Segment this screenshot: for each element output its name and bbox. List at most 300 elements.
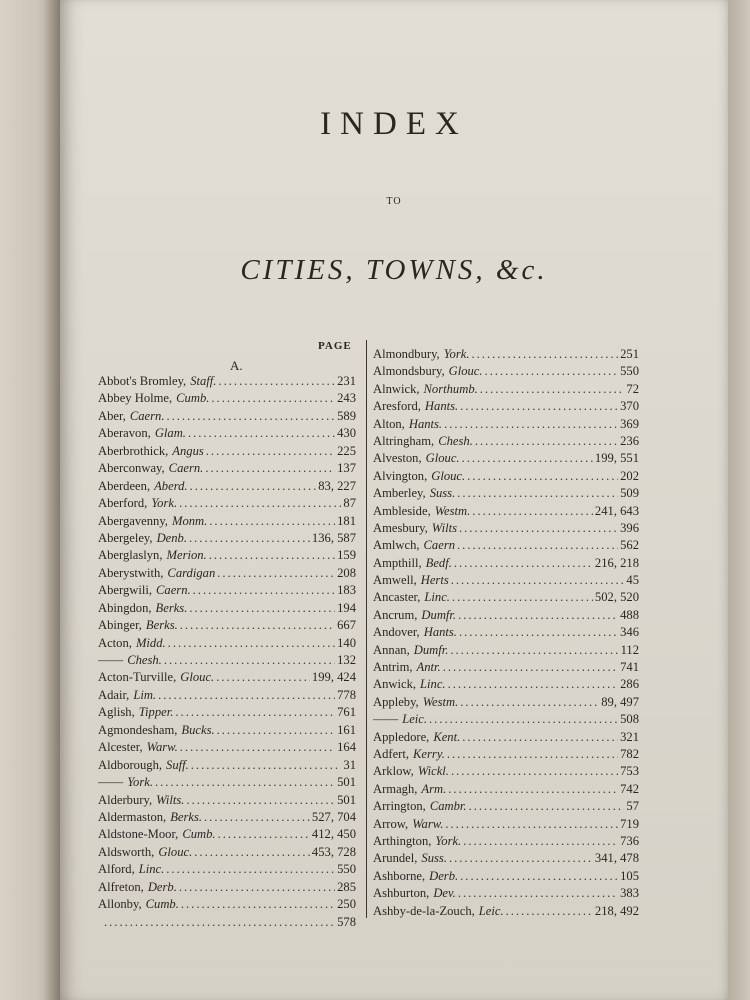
index-entry [98, 460, 356, 477]
entry-county: Warw. [146, 740, 178, 755]
entry-county: Derb. [147, 879, 177, 894]
index-entry [373, 659, 639, 676]
entry-place-name: Alnwick, [373, 381, 420, 396]
leader-dots [449, 850, 593, 867]
index-column-left [98, 373, 356, 931]
entry-county: Wilts [431, 520, 457, 535]
entry-page-numbers: 31 [343, 757, 356, 772]
page-subtitle: CITIES, TOWNS, &c. [240, 254, 548, 286]
index-entry [98, 425, 356, 442]
entry-page-numbers: 159 [337, 548, 356, 563]
index-entry [98, 879, 356, 896]
entry-page-numbers: 742 [620, 781, 639, 796]
entry-page-numbers: 83, 227 [318, 478, 356, 493]
index-entry [98, 914, 356, 931]
entry-county: Glouc. [425, 451, 460, 466]
index-entry [373, 450, 639, 467]
entry-page-numbers: 778 [337, 687, 356, 702]
entry-county: Angus [172, 443, 204, 458]
index-entry [373, 346, 639, 363]
entry-county: Glouc. [180, 670, 215, 685]
leader-dots [158, 687, 335, 704]
entry-place-name: Antrim, [373, 660, 413, 675]
entry-county: Dumfr. [413, 642, 449, 657]
leader-dots [193, 582, 335, 599]
entry-page-numbers: 453, 728 [311, 844, 356, 859]
index-entry [373, 781, 639, 798]
index-entry [98, 774, 356, 791]
section-letter: A. [230, 358, 243, 373]
entry-place-name: Abergwili, [98, 583, 152, 598]
page-title: INDEX [320, 106, 468, 142]
entry-county: Westm. [434, 503, 471, 518]
entry-page-numbers: 89, 497 [601, 694, 639, 709]
index-entry [373, 363, 639, 380]
entry-place-name: Aberglaslyn, [98, 548, 163, 563]
entry-county: Suss. [429, 486, 456, 501]
entry-county: Merion. [166, 548, 207, 563]
leader-dots [467, 468, 618, 485]
leader-dots [459, 624, 618, 641]
entry-page-numbers: 236 [620, 433, 639, 448]
leader-dots [211, 390, 335, 407]
entry-county: Dumfr. [421, 607, 457, 622]
entry-county: Suff. [166, 757, 189, 772]
leader-dots [191, 757, 342, 774]
entry-county: Antr. [416, 660, 441, 675]
leader-dots [209, 513, 335, 530]
index-entry [98, 757, 356, 774]
entry-place-name: Aresford, [373, 399, 421, 414]
entry-place-name: Appleby, [373, 694, 419, 709]
entry-county: Berks. [145, 618, 178, 633]
leader-dots [104, 914, 335, 931]
entry-page-numbers: 753 [620, 764, 639, 779]
leader-dots [458, 885, 618, 902]
leader-dots [168, 635, 335, 652]
leader-dots [457, 537, 618, 554]
leader-dots [216, 669, 310, 686]
index-entry [98, 826, 356, 843]
index-entry [98, 739, 356, 756]
entry-place-name: —— [98, 775, 124, 790]
entry-place-name: Alford, [98, 862, 135, 877]
index-entry [373, 433, 639, 450]
index-entry [373, 624, 639, 641]
entry-place-name: Armagh, [373, 781, 418, 796]
index-entry [98, 617, 356, 634]
entry-place-name: Arundel, [373, 851, 418, 866]
index-entry [98, 582, 356, 599]
leader-dots [444, 416, 618, 433]
leader-dots [452, 589, 593, 606]
leader-dots [460, 868, 618, 885]
leader-dots [457, 485, 618, 502]
entry-place-name: Abinger, [98, 618, 142, 633]
page-right-edge [728, 0, 750, 1000]
entry-page-numbers: 667 [337, 618, 356, 633]
entry-place-name: Anwick, [373, 677, 417, 692]
entry-page-numbers: 87 [343, 496, 356, 511]
leader-dots [190, 478, 317, 495]
entry-county: Glam. [154, 426, 186, 441]
entry-county: York. [151, 496, 178, 511]
entry-county: Westm. [422, 694, 459, 709]
entry-page-numbers: 57 [626, 799, 639, 814]
entry-place-name: Aldsworth, [98, 844, 155, 859]
leader-dots [189, 530, 310, 547]
leader-dots [447, 746, 618, 763]
index-entry [98, 408, 356, 425]
entry-place-name: Alvington, [373, 468, 428, 483]
entry-page-numbers: 251 [620, 347, 639, 361]
index-entry [98, 373, 356, 390]
entry-page-numbers: 782 [620, 746, 639, 761]
entry-page-numbers: 508 [620, 712, 639, 727]
leader-dots [189, 600, 335, 617]
entry-place-name: Arrow, [373, 816, 409, 831]
entry-page-numbers: 241, 643 [594, 503, 639, 518]
leader-dots [460, 398, 618, 415]
entry-county: Cardigan [167, 565, 216, 580]
entry-county: Hants. [424, 399, 459, 414]
entry-place-name: Amwell, [373, 573, 417, 588]
entry-page-numbers: 488 [620, 607, 639, 622]
leader-dots [166, 861, 335, 878]
entry-place-name: Aberconway, [98, 461, 165, 476]
entry-page-numbers: 199, 551 [594, 451, 639, 466]
leader-dots [459, 520, 618, 537]
entry-county: Aberd. [154, 478, 188, 493]
index-entry [373, 503, 639, 520]
leader-dots [175, 704, 335, 721]
leader-dots [462, 450, 593, 467]
index-entry [98, 513, 356, 530]
index-entry [373, 763, 639, 780]
entry-page-numbers: 105 [620, 868, 639, 883]
entry-county: Midd. [135, 635, 166, 650]
entry-page-numbers: 45 [626, 573, 639, 588]
leader-dots [429, 711, 618, 728]
index-entry [373, 555, 639, 572]
entry-county: Herts [420, 573, 449, 588]
leader-dots [179, 495, 341, 512]
entry-place-name: —— [373, 712, 399, 727]
entry-county: Northumb. [423, 381, 478, 396]
entry-place-name: Almondbury, [373, 347, 440, 361]
index-entry [373, 485, 639, 502]
page-column-label: PAGE [318, 340, 352, 352]
entry-county: Chesh. [438, 433, 473, 448]
entry-page-numbers: 346 [620, 625, 639, 640]
index-entry [98, 722, 356, 739]
entry-page-numbers: 231 [337, 374, 356, 388]
entry-page-numbers: 225 [337, 443, 356, 458]
entry-page-numbers: 396 [620, 520, 639, 535]
entry-county: Berks. [170, 809, 203, 824]
entry-place-name: Amlwch, [373, 538, 420, 553]
entry-county: Glouc. [158, 844, 193, 859]
entry-place-name: Abbot's Bromley, [98, 374, 187, 388]
entry-page-numbers: 370 [620, 399, 639, 414]
entry-place-name: Ashburton, [373, 886, 430, 901]
entry-place-name: Aberbrothick, [98, 443, 169, 458]
entry-page-numbers: 412, 450 [311, 827, 356, 842]
entry-page-numbers: 286 [620, 677, 639, 692]
leader-dots [445, 816, 618, 833]
entry-place-name: Arthington, [373, 833, 432, 848]
entry-page-numbers: 430 [337, 426, 356, 441]
index-entry [98, 530, 356, 547]
index-entry [373, 816, 639, 833]
entry-place-name: Alton, [373, 416, 405, 431]
entry-county: York. [443, 347, 470, 361]
entry-county: Wilts. [156, 792, 185, 807]
index-entry [373, 729, 639, 746]
entry-place-name: Allonby, [98, 897, 142, 912]
entry-place-name: Acton-Turville, [98, 670, 177, 685]
leader-dots [205, 460, 335, 477]
entry-page-numbers: 194 [337, 600, 356, 615]
entry-county: Dev. [433, 886, 456, 901]
index-entry [373, 903, 639, 920]
leader-dots [472, 346, 619, 363]
entry-county: Staff. [190, 374, 217, 388]
leader-dots [460, 694, 599, 711]
entry-page-numbers: 164 [337, 740, 356, 755]
index-entry [373, 416, 639, 433]
entry-county: Tipper. [138, 705, 174, 720]
entry-place-name: Ambleside, [373, 503, 431, 518]
entry-place-name: Andover, [373, 625, 420, 640]
entry-place-name: Arrington, [373, 799, 426, 814]
entry-place-name: Agmondesham, [98, 722, 178, 737]
entry-county: Linc. [138, 862, 165, 877]
index-entry [373, 694, 639, 711]
entry-county: Linc. [424, 590, 450, 605]
index-entry [98, 792, 356, 809]
leader-dots [218, 826, 310, 843]
leader-dots [179, 879, 335, 896]
leader-dots [480, 381, 625, 398]
entry-place-name: Ashborne, [373, 868, 426, 883]
entry-page-numbers: 250 [337, 897, 356, 912]
leader-dots [451, 572, 625, 589]
index-entry [98, 704, 356, 721]
entry-page-numbers: 243 [337, 391, 356, 406]
leader-dots [454, 555, 593, 572]
entry-page-numbers: 383 [620, 886, 639, 901]
entry-place-name: Amesbury, [373, 520, 428, 535]
index-entry [373, 589, 639, 606]
entry-county: Kent. [433, 729, 461, 744]
entry-county: Derb. [429, 868, 459, 883]
entry-page-numbers: 285 [337, 879, 356, 894]
entry-place-name: Adfert, [373, 746, 410, 761]
leader-dots [180, 739, 335, 756]
entry-page-numbers: 369 [620, 416, 639, 431]
leader-dots [155, 774, 335, 791]
entry-place-name: Aberdeen, [98, 478, 151, 493]
entry-place-name: Aberford, [98, 496, 148, 511]
entry-place-name: Annan, [373, 642, 410, 657]
entry-page-numbers: 736 [620, 833, 639, 848]
entry-page-numbers: 589 [337, 408, 356, 423]
entry-page-numbers: 132 [337, 653, 356, 667]
entry-place-name: Abbey Holme, [98, 391, 173, 406]
index-entry [98, 652, 356, 669]
index-entry [373, 868, 639, 885]
entry-place-name: Adair, [98, 687, 130, 702]
entry-place-name: Appledore, [373, 729, 430, 744]
entry-county: Denb. [156, 530, 187, 545]
entry-county: Caern. [129, 408, 165, 423]
entry-page-numbers: 216, 218 [594, 555, 639, 570]
entry-county: York. [127, 775, 153, 790]
index-entry [373, 607, 639, 624]
index-entry [98, 669, 356, 686]
entry-place-name: Ashby-de-la-Zouch, [373, 903, 475, 918]
entry-page-numbers: 562 [620, 538, 639, 553]
entry-place-name: Alderbury, [98, 792, 153, 807]
entry-county: Bucks. [181, 722, 215, 737]
entry-place-name: Alcester, [98, 740, 143, 755]
leader-dots [218, 373, 335, 390]
index-entry [98, 844, 356, 861]
entry-page-numbers: 501 [337, 792, 356, 807]
entry-place-name: Abergeley, [98, 530, 153, 545]
entry-county: Leic. [478, 903, 504, 918]
index-entry [373, 468, 639, 485]
index-column-right [373, 346, 639, 920]
index-entry [98, 809, 356, 826]
leader-dots [463, 833, 618, 850]
entry-county: Chesh. [127, 653, 162, 667]
leader-dots [180, 617, 335, 634]
entry-place-name: Aldstone-Moor, [98, 827, 179, 842]
leader-dots [485, 363, 619, 380]
entry-county: York. [435, 833, 462, 848]
index-entry [373, 572, 639, 589]
leader-dots [469, 798, 625, 815]
entry-place-name: Abergavenny, [98, 513, 168, 528]
entry-page-numbers: 136, 587 [311, 530, 356, 545]
leader-dots [164, 652, 335, 669]
entry-place-name: Ampthill, [373, 555, 422, 570]
leader-dots [462, 729, 618, 746]
entry-place-name: Aldermaston, [98, 809, 167, 824]
entry-place-name: Alfreton, [98, 879, 144, 894]
entry-place-name: Acton, [98, 635, 132, 650]
index-entry [373, 746, 639, 763]
entry-page-numbers: 140 [337, 635, 356, 650]
entry-page-numbers: 321 [620, 729, 639, 744]
index-entry [373, 850, 639, 867]
index-entry [98, 600, 356, 617]
leader-dots [206, 443, 335, 460]
index-entry [373, 711, 639, 728]
leader-dots [443, 659, 618, 676]
entry-county: Kerry. [413, 746, 445, 761]
entry-page-numbers: 72 [626, 381, 639, 396]
index-entry [98, 547, 356, 564]
entry-page-numbers: 181 [337, 513, 356, 528]
index-entry [98, 495, 356, 512]
entry-place-name: Aber, [98, 408, 126, 423]
entry-county: Hants. [423, 625, 457, 640]
entry-page-numbers: 137 [337, 461, 356, 476]
leader-dots [506, 903, 593, 920]
index-entry [373, 676, 639, 693]
entry-page-numbers: 527, 704 [311, 809, 356, 824]
entry-place-name: Ancaster, [373, 590, 421, 605]
index-entry [98, 635, 356, 652]
entry-county: Linc. [420, 677, 446, 692]
entry-page-numbers: 202 [620, 468, 639, 483]
entry-place-name: Aldborough, [98, 757, 163, 772]
entry-place-name: Amberley, [373, 486, 426, 501]
entry-place-name: Altringham, [373, 433, 435, 448]
index-entry [373, 381, 639, 398]
index-entry [98, 443, 356, 460]
entry-page-numbers: 183 [337, 583, 356, 598]
entry-county: Caern [423, 538, 456, 553]
entry-page-numbers: 161 [337, 722, 356, 737]
entry-county: Lim. [133, 687, 157, 702]
index-entry [373, 398, 639, 415]
entry-page-numbers: 550 [620, 364, 639, 379]
entry-place-name: Almondsbury, [373, 364, 445, 379]
entry-county: Monm. [171, 513, 208, 528]
entry-county: Cambr. [429, 799, 467, 814]
index-entry [373, 833, 639, 850]
leader-dots [472, 503, 593, 520]
entry-county: Leic. [402, 712, 428, 727]
entry-page-numbers: 199, 424 [311, 670, 356, 685]
leader-dots [209, 547, 335, 564]
index-entry [98, 861, 356, 878]
index-entry [98, 896, 356, 913]
entry-place-name: Aglish, [98, 705, 135, 720]
entry-county: Hants. [408, 416, 443, 431]
entry-county: Bedf. [425, 555, 452, 570]
title-connector: TO [386, 196, 402, 207]
leader-dots [181, 896, 335, 913]
index-entry [373, 520, 639, 537]
entry-place-name: Arklow, [373, 764, 414, 779]
entry-page-numbers: 761 [337, 705, 356, 720]
leader-dots [188, 425, 335, 442]
index-entry [98, 565, 356, 582]
entry-page-numbers: 112 [620, 642, 639, 657]
entry-page-numbers: 218, 492 [594, 903, 639, 918]
entry-county: Wickl. [417, 764, 449, 779]
leader-dots [475, 433, 618, 450]
entry-county: Glouc. [448, 364, 483, 379]
entry-page-numbers: 502, 520 [594, 590, 639, 605]
leader-dots [448, 781, 618, 798]
entry-place-name: Aberavon, [98, 426, 151, 441]
index-entry [98, 687, 356, 704]
leader-dots [448, 676, 619, 693]
leader-dots [217, 722, 335, 739]
entry-page-numbers: 509 [620, 486, 639, 501]
entry-county: Arm. [421, 781, 447, 796]
column-divider [366, 340, 367, 918]
leader-dots [450, 642, 618, 659]
index-entry [373, 537, 639, 554]
entry-place-name: Alveston, [373, 451, 422, 466]
